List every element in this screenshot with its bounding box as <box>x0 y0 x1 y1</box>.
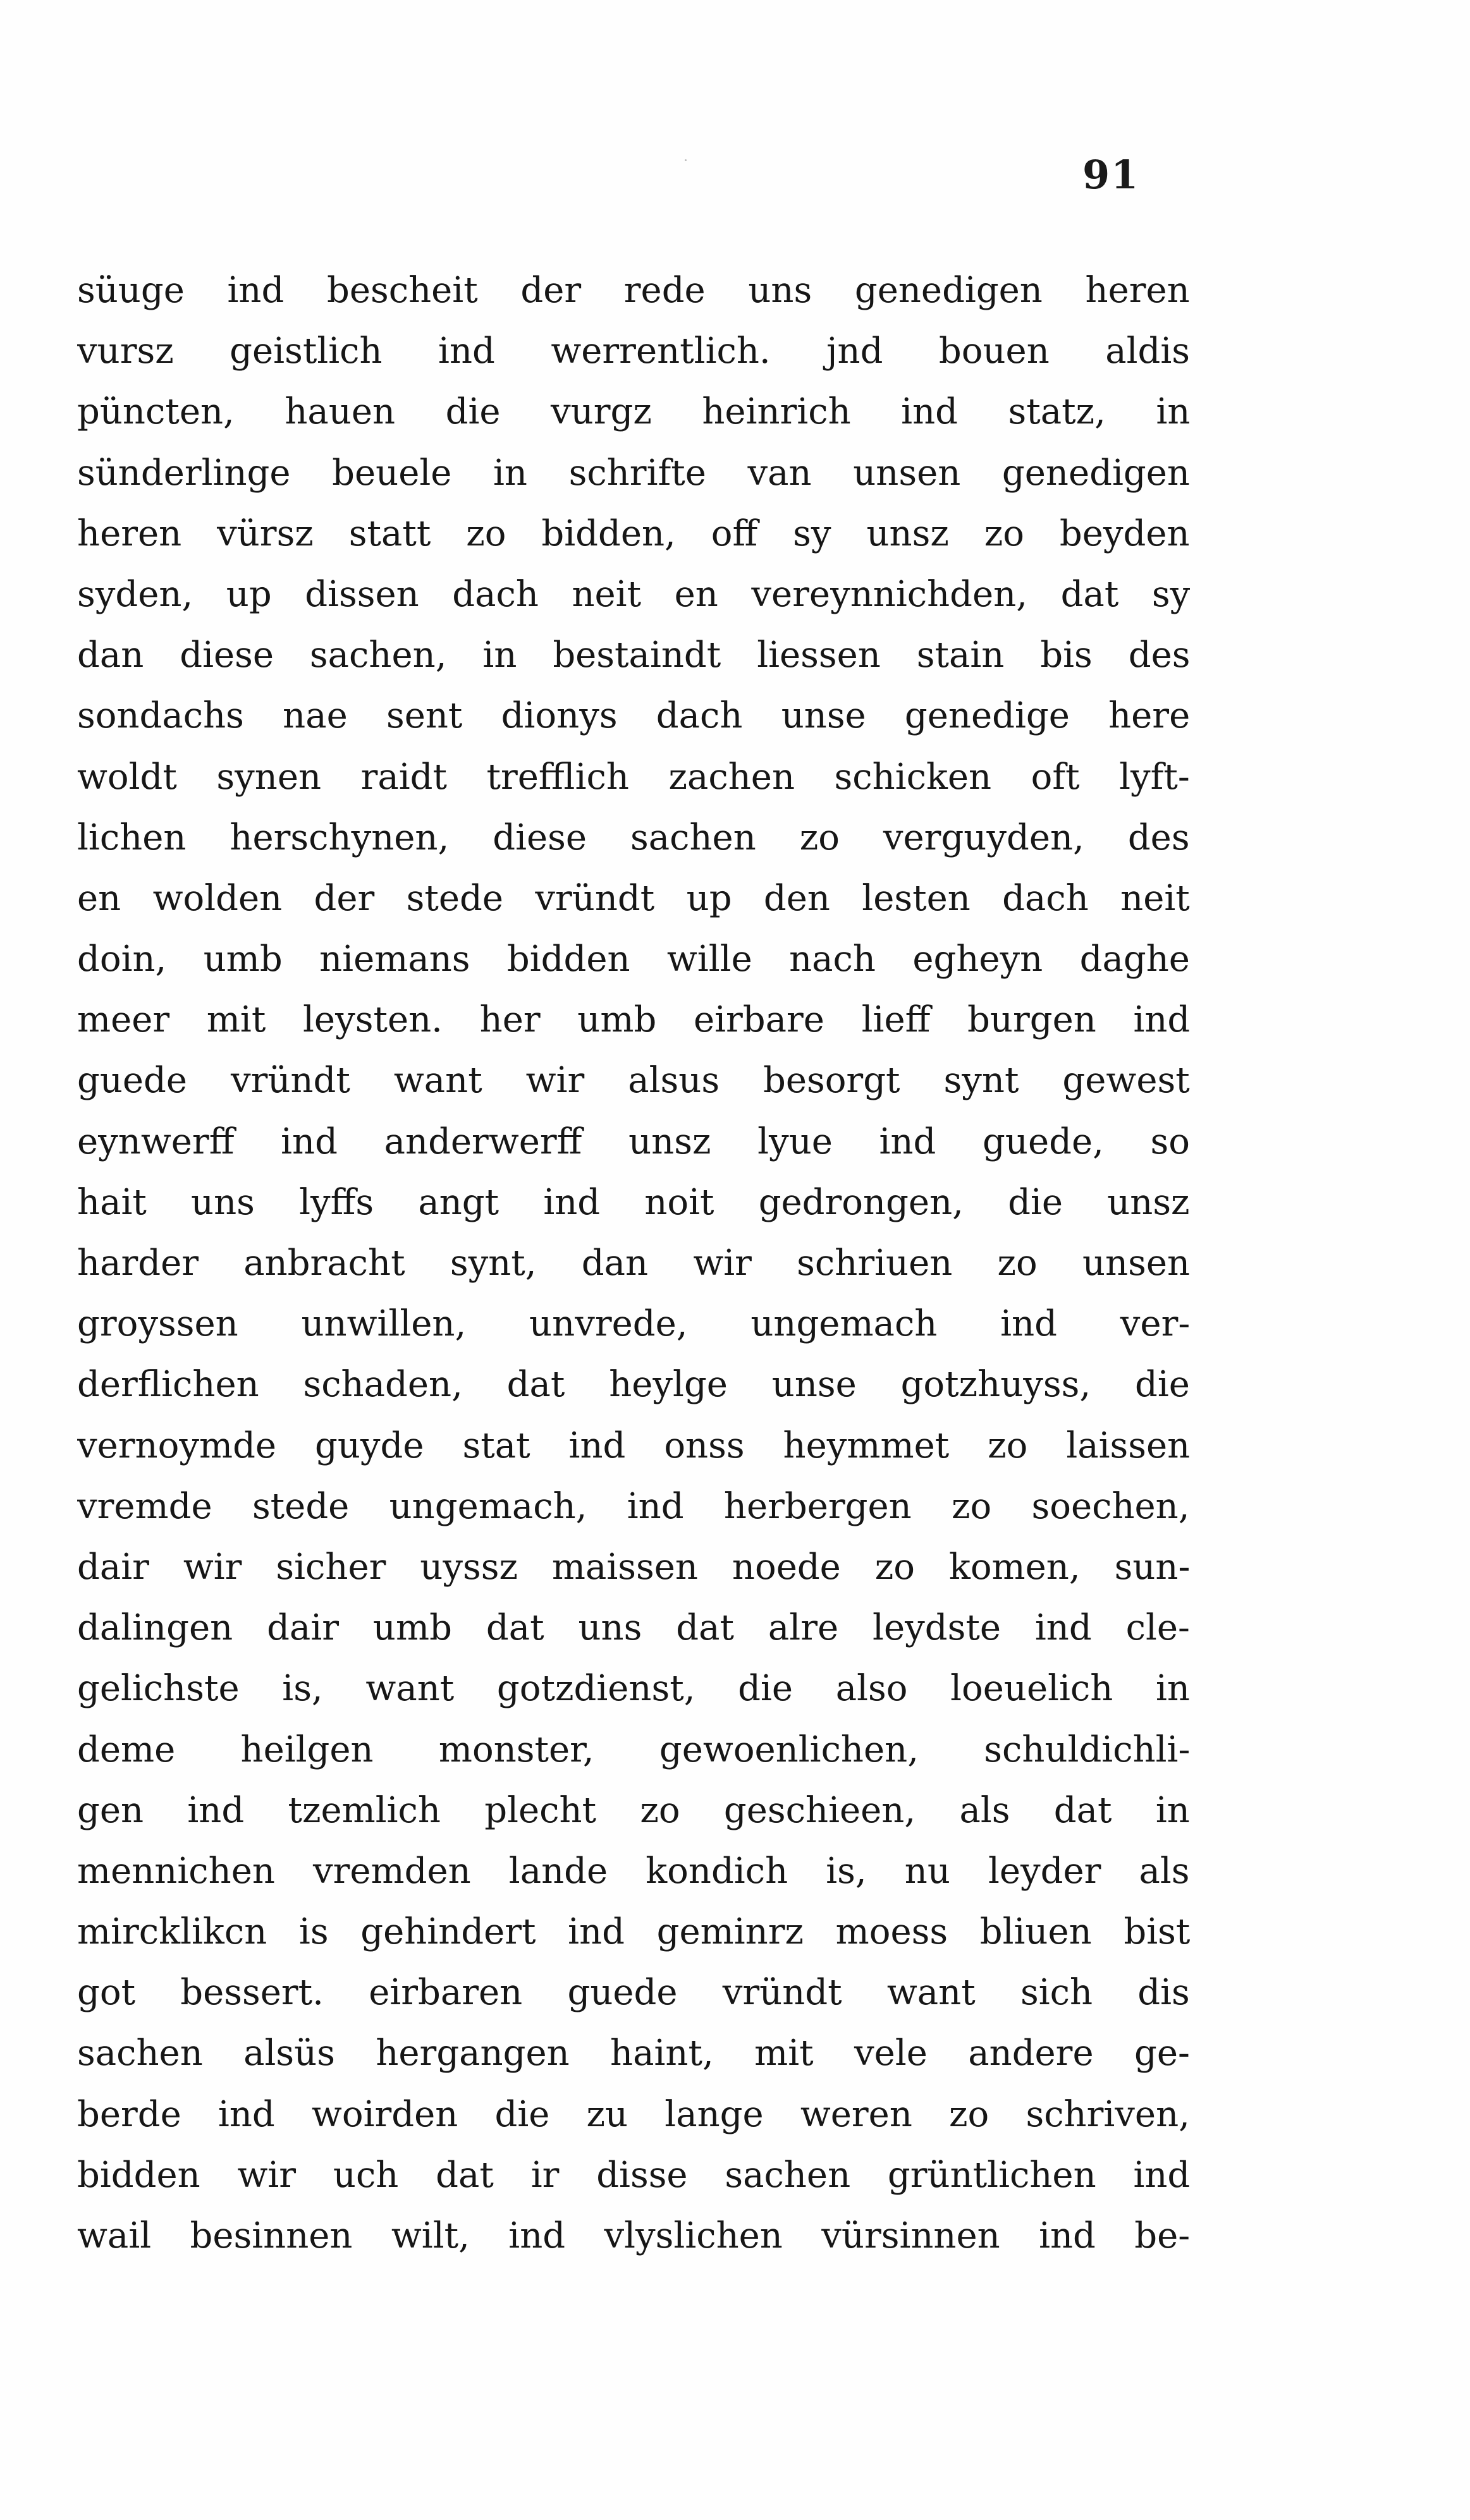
text-line: guede vründt want wir alsus besorgt synt gewest <box>77 1060 1190 1102</box>
text-line: dan diese sachen, in bestaindt liessen stain bis des <box>77 635 1190 676</box>
text-line: vursz geistlich ind werrentlich. jnd bouen aldis <box>77 331 1190 372</box>
text-line: harder anbracht synt, dan wir schriuen zo unsen <box>77 1243 1190 1284</box>
text-line: mircklikcn is gehindert ind geminrz moess bliuen bist <box>77 1911 1190 1953</box>
text-line: vernoymde guyde stat ind onss heymmet zo laissen <box>77 1425 1190 1466</box>
text-line: sondachs nae sent dionys dach unse genedige here <box>77 695 1190 737</box>
text-line: derflichen schaden, dat heylge unse gotzhuyss, die <box>77 1364 1190 1406</box>
text-line: eynwerff ind anderwerff unsz lyue ind guede, so <box>77 1121 1190 1162</box>
text-line: en wolden der stede vründt up den lesten dach neit <box>77 877 1190 919</box>
text-line: vremde stede ungemach, ind herbergen zo soechen, <box>77 1485 1190 1527</box>
text-line: gelichste is, want gotzdienst, die also loeuelich in <box>77 1668 1190 1710</box>
text-line: mennichen vremden lande kondich is, nu leyder als <box>77 1850 1190 1892</box>
text-line: püncten, hauen die vurgz heinrich ind statz, in <box>77 391 1190 433</box>
text-line: woldt synen raidt trefflich zachen schicken oft lyft- <box>77 756 1190 798</box>
text-line: gen ind tzemlich plecht zo geschieen, als dat in <box>77 1789 1190 1831</box>
text-line: süuge ind bescheit der rede uns genedigen heren <box>77 270 1190 311</box>
body-text <box>77 260 1190 2267</box>
text-line: dalingen dair umb dat uns dat alre leydste ind cle- <box>77 1607 1190 1649</box>
text-line: deme heilgen monster, gewoenlichen, schuldichli- <box>77 1729 1190 1770</box>
printing-speck <box>685 159 687 161</box>
text-line: syden, up dissen dach neit en vereynnichden, dat sy <box>77 573 1190 615</box>
text-line: bidden wir uch dat ir disse sachen grüntlichen ind <box>77 2154 1190 2196</box>
text-line: wail besinnen wilt, ind vlyslichen vürsinnen ind be- <box>77 2215 1190 2256</box>
text-line: berde ind woirden die zu lange weren zo schriven, <box>77 2093 1190 2135</box>
text-line: doin, umb niemans bidden wille nach egheyn daghe <box>77 939 1190 980</box>
text-line: lichen herschynen, diese sachen zo verguyden, des <box>77 817 1190 858</box>
text-line: dair wir sicher uyssz maissen noede zo komen, sun- <box>77 1546 1190 1588</box>
text-line: meer mit leysten. her umb eirbare lieff burgen ind <box>77 999 1190 1041</box>
text-line: got bessert. eirbaren guede vründt want sich dis <box>77 1972 1190 2014</box>
text-line: hait uns lyffs angt ind noit gedrongen, die unsz <box>77 1181 1190 1223</box>
text-line: sünderlinge beuele in schrifte van unsen genedigen <box>77 452 1190 494</box>
page-number: 91 <box>1082 152 1140 198</box>
text-line: heren vürsz statt zo bidden, off sy unsz zo beyden <box>77 513 1190 554</box>
text-line: sachen alsüs hergangen haint, mit vele andere ge- <box>77 2033 1190 2074</box>
text-line: groyssen unwillen, unvrede, ungemach ind ver- <box>77 1303 1190 1345</box>
